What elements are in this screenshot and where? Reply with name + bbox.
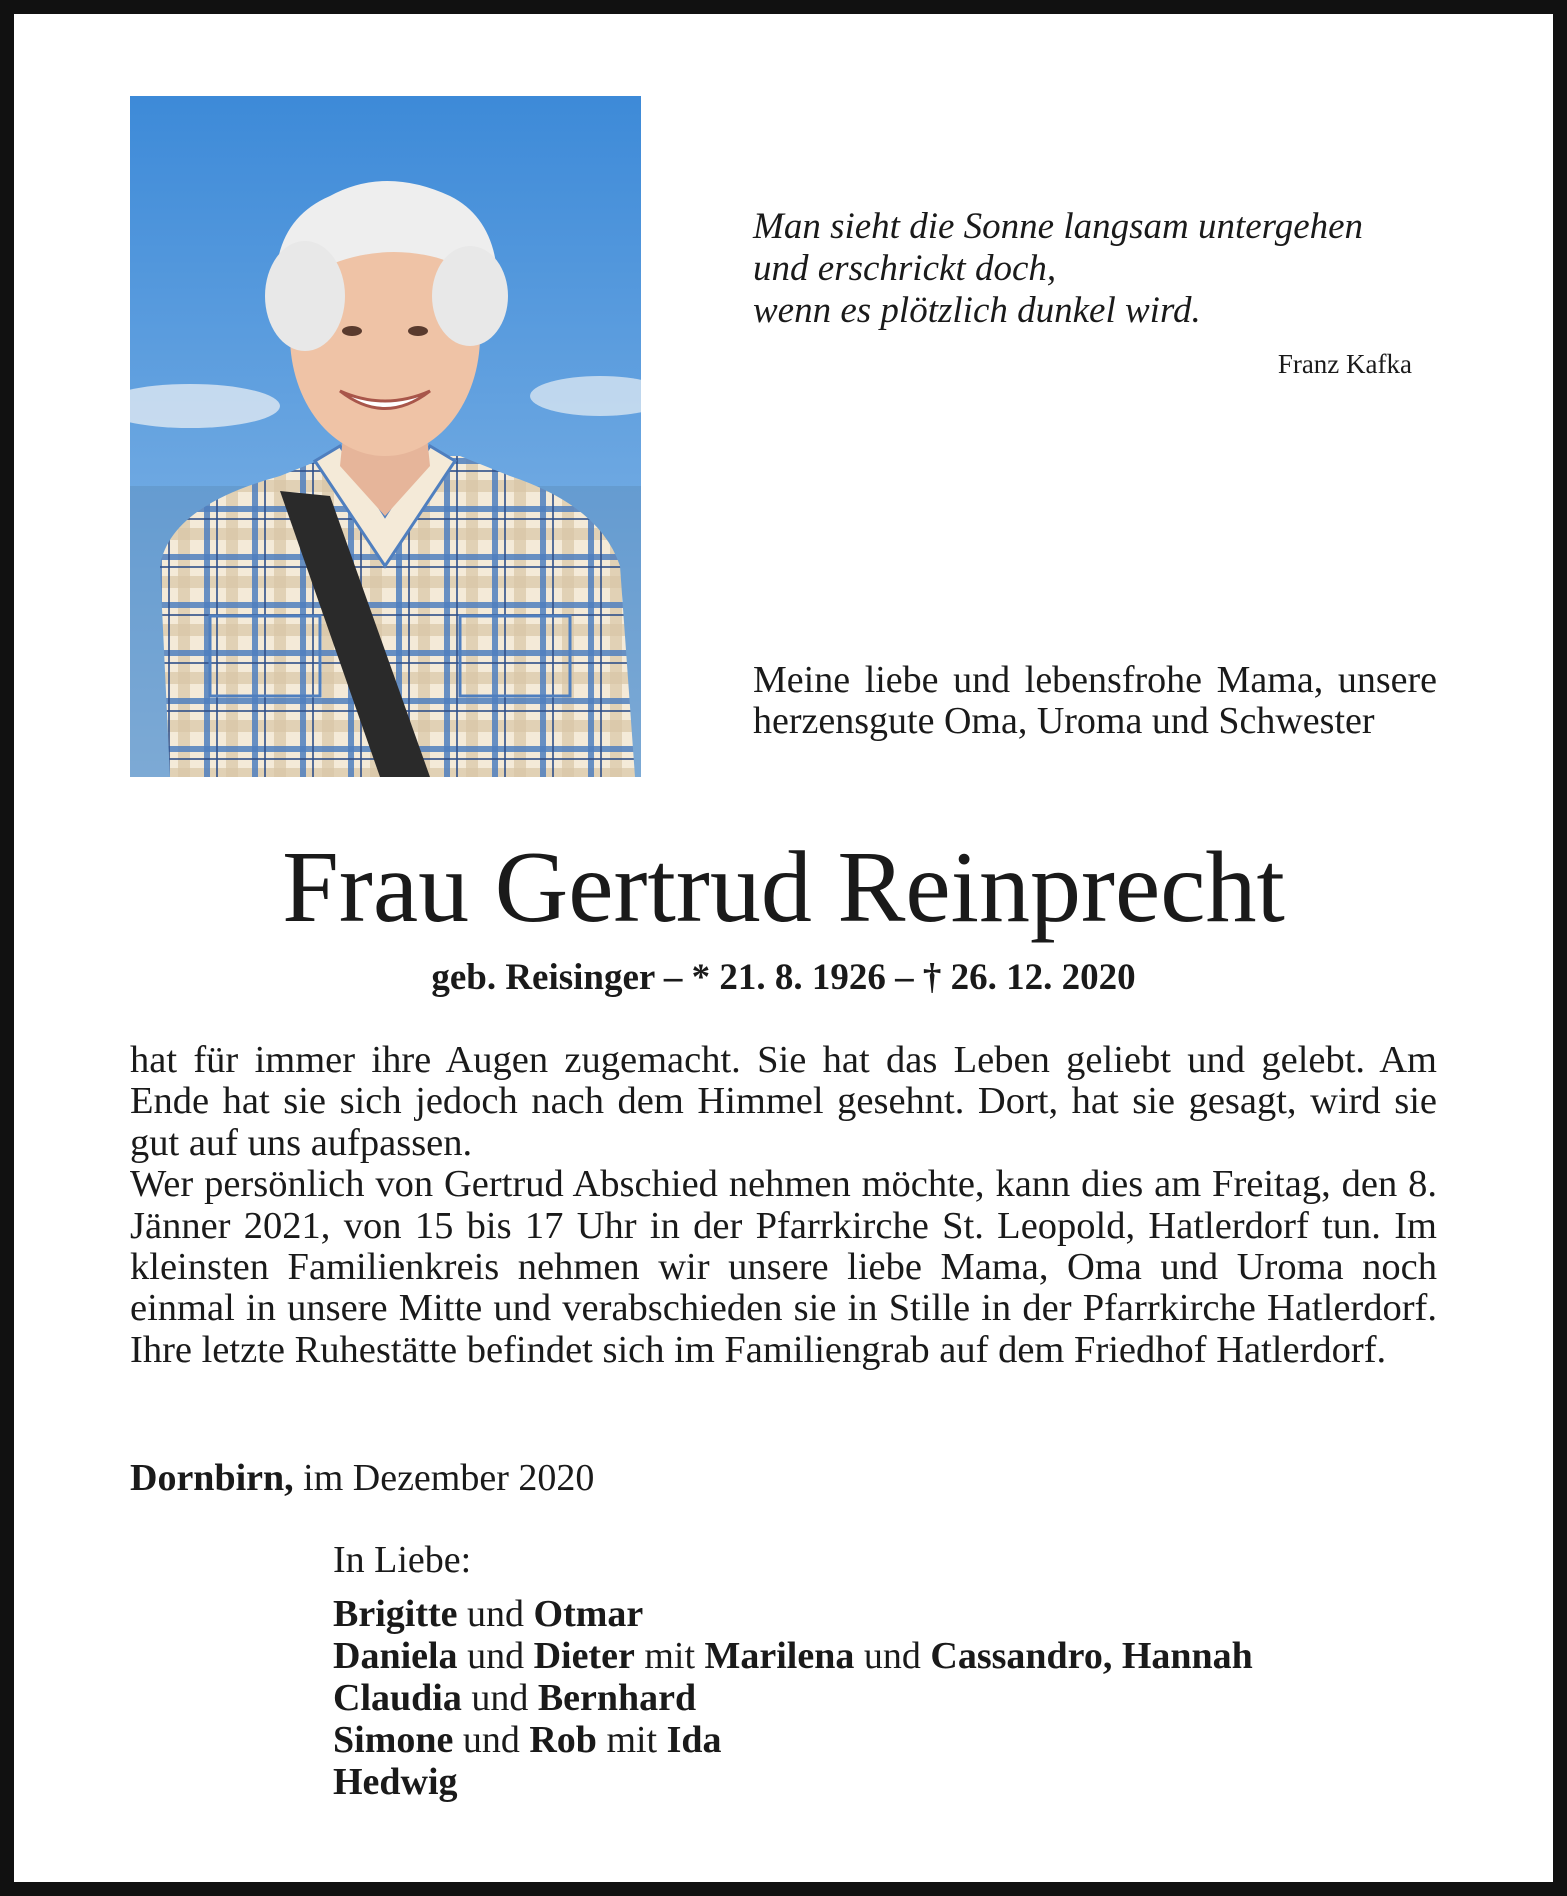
connector: mit: [644, 1635, 696, 1677]
signer-name: Simone: [333, 1719, 454, 1761]
signer-name: Ida: [666, 1719, 722, 1761]
body-paragraph: Wer persönlich von Gertrud Abschied nehmen möchte, kann dies am Freitag, den 8. Jänner 2021, von 15 bis 17 Uhr in der Pfarrkirche St. Leopold, Hatlerdorf tun. Im kleinsten Familienkreis nehmen wir unsere liebe Mama, Oma und Uroma noch einmal in unsere Mitte und verabschieden sie in Stille in der Pfarrkirche Hatlerdorf. Ihre letzte Ruhestätte befindet sich im Familiengrab auf dem Friedhof Hatlerdorf.: [130, 1163, 1437, 1371]
quote-line: wenn es plötzlich dunkel wird.: [753, 290, 1201, 331]
place-city: Dornbirn,: [130, 1457, 294, 1499]
signer-name: Hedwig: [333, 1761, 458, 1803]
connector: und: [863, 1635, 921, 1677]
connector: und: [467, 1593, 525, 1635]
connector: und: [467, 1635, 525, 1677]
signature-line: [333, 1635, 1453, 1677]
quote-line: Man sieht die Sonne langsam untergehen: [753, 206, 1364, 247]
connector: mit: [606, 1719, 658, 1761]
signer-name: Dieter: [533, 1635, 635, 1677]
obituary-body: [130, 1040, 1437, 1371]
signer-name: Claudia: [333, 1677, 462, 1719]
signatures: [333, 1539, 1453, 1803]
signer-name: Brigitte: [333, 1593, 458, 1635]
portrait-illustration: [130, 96, 641, 777]
signature-line: [333, 1761, 1453, 1803]
place-date: [130, 1456, 1030, 1500]
connector: und: [471, 1677, 529, 1719]
quote-line: und erschrickt doch,: [753, 248, 1057, 289]
connector: und: [462, 1719, 520, 1761]
signer-name: Marilena: [704, 1635, 855, 1677]
deceased-name: Frau Gertrud Reinprecht: [282, 831, 1285, 944]
body-paragraph: hat für immer ihre Augen zugemacht. Sie hat das Leben geliebt und gelebt. Am Ende hat sie sich jedoch nach dem Himmel gesehnt. Dort, hat sie gesagt, wird sie gut auf uns aufpassen.: [130, 1039, 1437, 1164]
kafka-quote: [753, 206, 1413, 332]
portrait-photo: [130, 96, 641, 777]
intro-text: Meine liebe und lebensfrohe Mama, unsere herzensgute Oma, Uroma und Schwester: [753, 659, 1437, 742]
signature-line: [333, 1593, 1453, 1635]
signer-name: Bernhard: [537, 1677, 697, 1719]
quote-author: Franz Kafka: [1277, 349, 1412, 379]
signer-name: Cassandro, Hannah: [930, 1635, 1253, 1677]
signer-name: Daniela: [333, 1635, 458, 1677]
place-date-text: im Dezember 2020: [303, 1457, 595, 1499]
signer-name: Otmar: [533, 1593, 644, 1635]
signature-line: [333, 1677, 1453, 1719]
signature-lead: In Liebe:: [333, 1539, 472, 1581]
signer-name: Rob: [529, 1719, 597, 1761]
signature-line: [333, 1719, 1453, 1761]
birth-death-dates: geb. Reisinger – * 21. 8. 1926 – † 26. 12. 2020: [431, 957, 1136, 998]
